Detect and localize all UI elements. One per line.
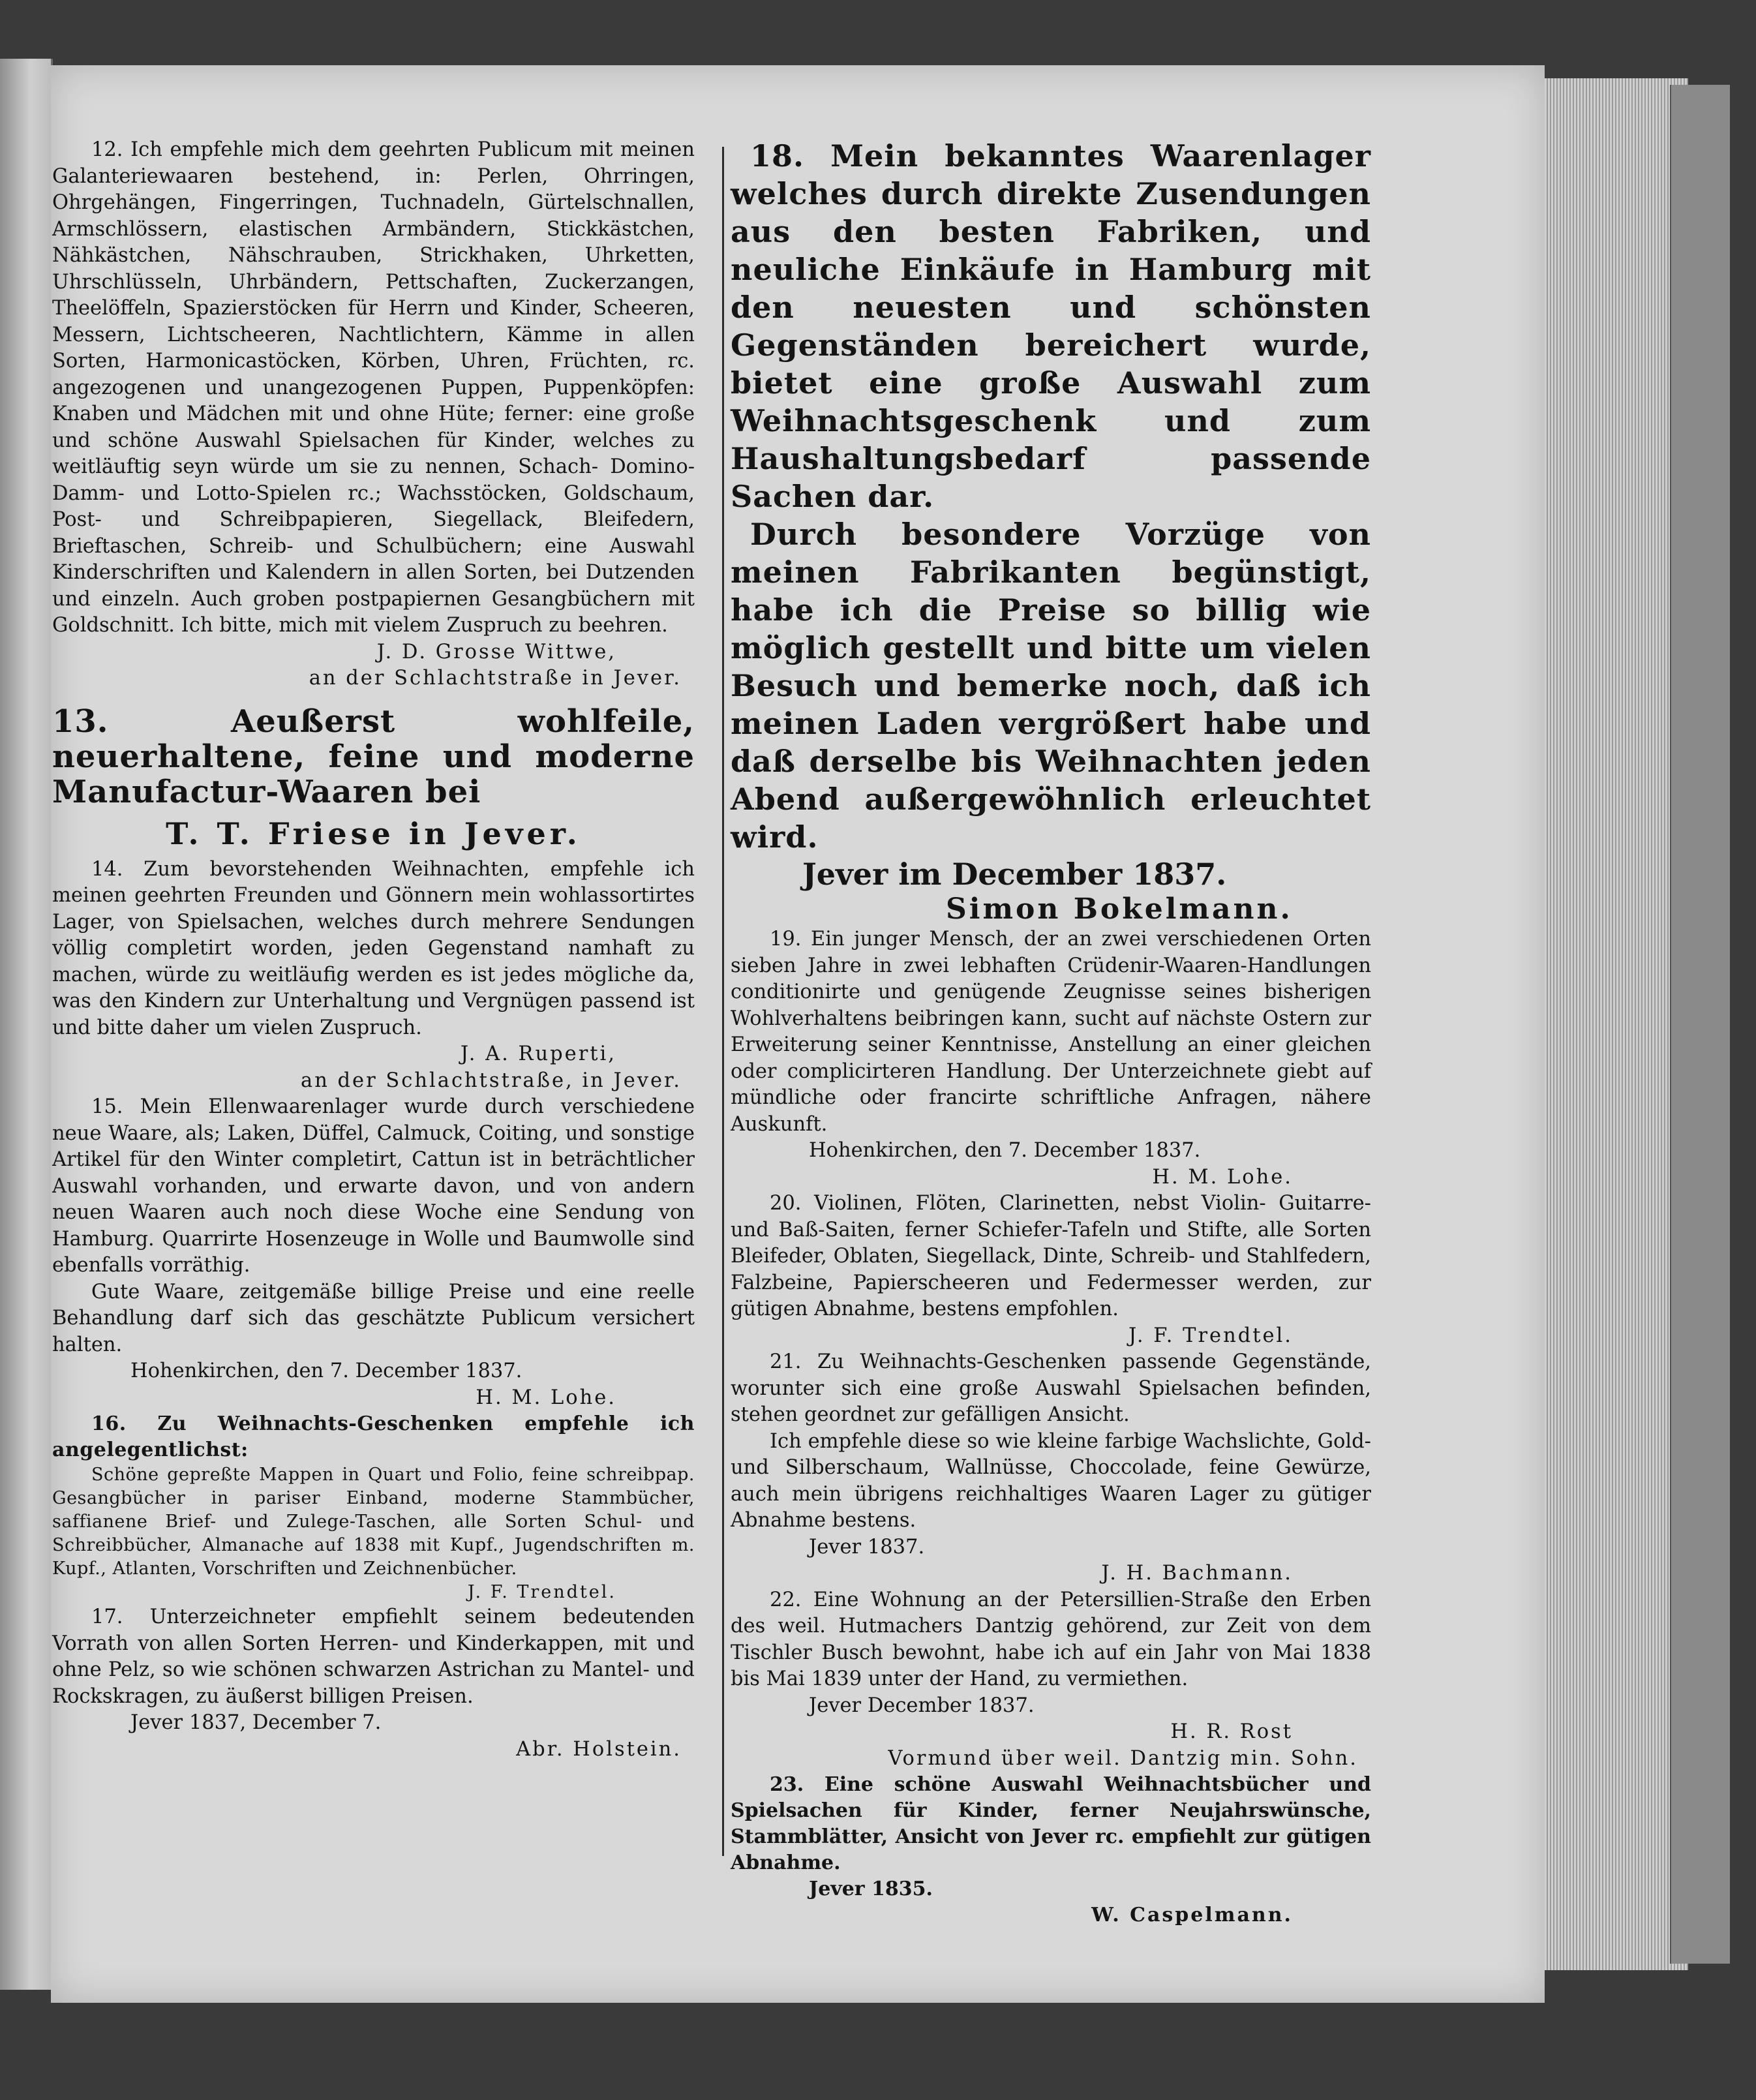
previous-page-edge <box>0 59 53 1990</box>
ad-22-place-date: Jever December 1837. <box>809 1694 1035 1717</box>
ad-12-text: 12. Ich empfehle mich dem geehrten Publicum mit meinen Galanteriewaaren bestehend, in: Perlen, Ohrringen, Ohrgehängen, Fingerringen, Tuchnadeln, Gürtelschnallen, Armschlössern, elastischen Armbändern, Stickkästchen, Nähkästchen, Nähschrauben, Strickhaken, Uhrketten, Uhrschlüsseln, Uhrbändern, Pettschaften, Zuckerzangen, Theelöffeln, Spazierstöcken für Herrn und Kinder, Scheeren, Messern, Lichtscheeren, Nachtlichtern, Kämme in allen Sorten, Harmonicastöcken, Körben, Uhren, Früchten, rc. angezogenen und unangezogenen Puppen, Puppenköpfen: Knaben und Mädchen mit und ohne Hüte; ferner: eine große und schöne Auswahl Spielsachen für Kinder, welches zu weitläuftig seyn würde um sie zu nennen, Schach- Domino- Damm- und Lotto-Spielen rc.; Wachsstöcken, Goldschaum, Post- und Schreibpapieren, Siegellack, Bleifedern, Brieftaschen, Schreib- und Schulbüchern; eine Auswahl Kinderschriften und Kalendern in allen Sorten, bei Dutzenden und einzeln. Auch groben postpapiernen Gesangbüchern mit Goldschnitt. Ich bitte, mich mit vielem Zuspruch zu beehren. <box>52 138 695 637</box>
ad-12-address: an der Schlachtstraße in Jever. <box>309 667 682 690</box>
ad-12 <box>52 137 695 692</box>
ad-14 <box>52 857 695 1095</box>
ad-16-text: 16. Zu Weihnachts-Geschenken empfehle ich angelegentlichst: <box>52 1412 695 1461</box>
book-cover <box>1670 85 1730 1964</box>
ad-16 <box>52 1411 695 1604</box>
ad-20-text: 20. Violinen, Flöten, Clarinetten, nebst Violin- Guitarre- und Baß-Saiten, ferner Schiefer-Tafeln und Stifte, alle Sorten Bleifeder, Oblaten, Siegellack, Dinte, Schreib- und Stahlfedern, Falzbeine, Papierscheeren und Federmesser werden, zur gütigen Abnahme, bestens empfohlen. <box>731 1192 1371 1320</box>
ad-21-text: 21. Zu Weihnachts-Geschenken passende Gegenstände, worunter sich eine große Auswahl Spielsachen befinden, stehen geordnet zur gefälligen Ansicht. <box>731 1350 1371 1426</box>
ad-15-text: 15. Mein Ellenwaarenlager wurde durch verschiedene neue Waare, als; Laken, Düffel, Calmuck, Coiting, und sonstige Artikel für den Winter completirt, Cattun ist in beträchtlicher Auswahl vorhanden, und erwarte davon, und von andern neuen Waaren auch noch diese Woche eine Sendung von Hamburg. Quarrirte Hosenzeuge in Wolle und Baumwolle sind ebenfalls vorräthig. <box>52 1095 695 1277</box>
ad-14-address: an der Schlachtstraße, in Jever. <box>301 1069 682 1092</box>
ad-12-signature: J. D. Grosse Wittwe, <box>376 640 616 663</box>
ad-22 <box>731 1587 1371 1773</box>
ad-15-text2: Gute Waare, zeitgemäße billige Preise und eine reelle Behandlung darf sich das geschätzte Publicum versichert halten. <box>52 1280 695 1356</box>
right-column <box>731 137 1371 1928</box>
ad-22-signature: H. R. Rost <box>1170 1720 1293 1743</box>
ad-18-signature: Simon Bokelmann. <box>946 892 1293 926</box>
ad-20-signature: J. F. Trendtel. <box>1128 1324 1293 1347</box>
ad-16-text2: Schöne gepreßte Mappen in Quart und Folio, feine schreibpap. Gesangbücher in pariser Einband, moderne Stammbücher, saffianene Brief- und Zulege-Taschen, alle Sorten Schul- und Schreibbücher, Almanache auf 1838 mit Kupf., Jugendschriften m. Kupf., Atlanten, Vorschriften und Zeichnenbücher. <box>52 1465 695 1579</box>
ad-16-signature: J. F. Trendtel. <box>467 1582 616 1602</box>
ad-13-name: T. T. Friese in Jever. <box>166 815 581 851</box>
ad-15 <box>52 1094 695 1411</box>
ad-19-signature: H. M. Lohe. <box>1152 1165 1293 1189</box>
ad-23-text: 23. Eine schöne Auswahl Weihnachtsbücher und Spielsachen für Kinder, ferner Neujahrswünsche, Stammblätter, Ansicht von Jever rc. empfiehlt zur gütigen Abnahme. <box>731 1773 1371 1874</box>
ad-23-place-date: Jever 1835. <box>809 1878 933 1900</box>
column-divider <box>722 147 724 1856</box>
ad-18-text: 18. Mein bekanntes Waarenlager welches durch direkte Zusendungen aus den besten Fabriken, und neuliche Einkäufe in Hamburg mit den neuesten und schönsten Gegenständen bereichert wurde, bietet eine große Auswahl zum Weihnachtsgeschenk und zum Haushaltungsbedarf passende Sachen dar. <box>731 138 1371 514</box>
ad-22-text: 22. Eine Wohnung an der Petersillien-Straße den Erben des weil. Hutmachers Dantzig gehörend, zur Zeit von dem Tischler Busch bewohnt, habe ich auf ein Jahr von Mai 1838 bis Mai 1839 unter der Hand, zu vermiethen. <box>731 1588 1371 1690</box>
ad-15-place-date: Hohenkirchen, den 7. December 1837. <box>130 1360 522 1382</box>
left-column <box>52 137 695 1763</box>
ad-18 <box>731 137 1371 856</box>
ad-22-signature2: Vormund über weil. Dantzig min. Sohn. <box>888 1746 1358 1770</box>
ad-21-place-date: Jever 1837. <box>809 1535 925 1559</box>
ad-14-text: 14. Zum bevorstehenden Weihnachten, empfehle ich meinen geehrten Freunden und Gönnern mein wohlassortirtes Lager, von Spielsachen, welches durch mehrere Sendungen völlig completirt worden, jeden Gegenstand namhaft zu machen, würde zu weitläufig werden es ist jedes mögliche da, was den Kindern zur Unterhaltung und Vergnügen passend ist und bitte daher um vielen Zuspruch. <box>52 857 695 1039</box>
ad-23-signature: W. Caspelmann. <box>1091 1904 1293 1926</box>
page-block-edges <box>1545 78 1688 1970</box>
ad-19 <box>731 926 1371 1191</box>
ad-21-signature: J. H. Bachmann. <box>1101 1562 1293 1585</box>
ad-13-heading: 13. Aeußerst wohlfeile, neuerhaltene, feine und moderne Manufactur-Waaren bei <box>52 703 695 810</box>
ad-21-text2: Ich empfehle diese so wie kleine farbige Wachslichte, Gold- und Silberschaum, Wallnüsse, Choccolade, feine Gewürze, auch mein übrigens reichhaltiges Waaren Lager zu gütiger Abnahme bestens. <box>731 1429 1371 1532</box>
ad-13 <box>52 704 695 854</box>
ad-15-signature: H. M. Lohe. <box>476 1386 616 1409</box>
ad-19-text: 19. Ein junger Mensch, der an zwei verschiedenen Orten sieben Jahre in zwei lebhaften Crüdenir-Waaren-Handlungen conditionirte und genügende Zeugnisse seines bisherigen Wohlverhaltens beibringen kann, sucht auf nächste Ostern zur Erweiterung seiner Kenntnisse, Anstellung an einer gleichen oder complicirteren Handlung. Der Unterzeichnete giebt auf mündliche oder francirte schriftliche Anfragen, nähere Auskunft. <box>731 928 1371 1136</box>
ad-18-place-date: Jever im December 1837. <box>802 857 1227 892</box>
ad-21 <box>731 1349 1371 1587</box>
ad-20 <box>731 1191 1371 1349</box>
ad-18-text2: Durch besondere Vorzüge von meinen Fabrikanten begünstigt, habe ich die Preise so billig wie möglich gestellt und bitte um vielen Besuch und bemerke noch, daß ich meinen Laden vergrößert habe und daß derselbe bis Weihnachten jeden Abend außergewöhnlich erleuchtet wird. <box>731 517 1371 855</box>
ad-17-text: 17. Unterzeichneter empfiehlt seinem bedeutenden Vorrath von allen Sorten Herren- und Kinderkappen, mit und ohne Pelz, so wie schönen schwarzen Astrichan zu Mantel- und Rockskragen, zu äußerst billigen Preisen. <box>52 1605 695 1708</box>
ad-17 <box>52 1604 695 1763</box>
ad-17-place-date: Jever 1837, December 7. <box>130 1711 382 1734</box>
ad-19-place-date: Hohenkirchen, den 7. December 1837. <box>809 1139 1201 1162</box>
ad-17-signature: Abr. Holstein. <box>516 1737 682 1761</box>
ad-23 <box>731 1772 1371 1928</box>
ad-14-signature: J. A. Ruperti, <box>460 1042 616 1065</box>
